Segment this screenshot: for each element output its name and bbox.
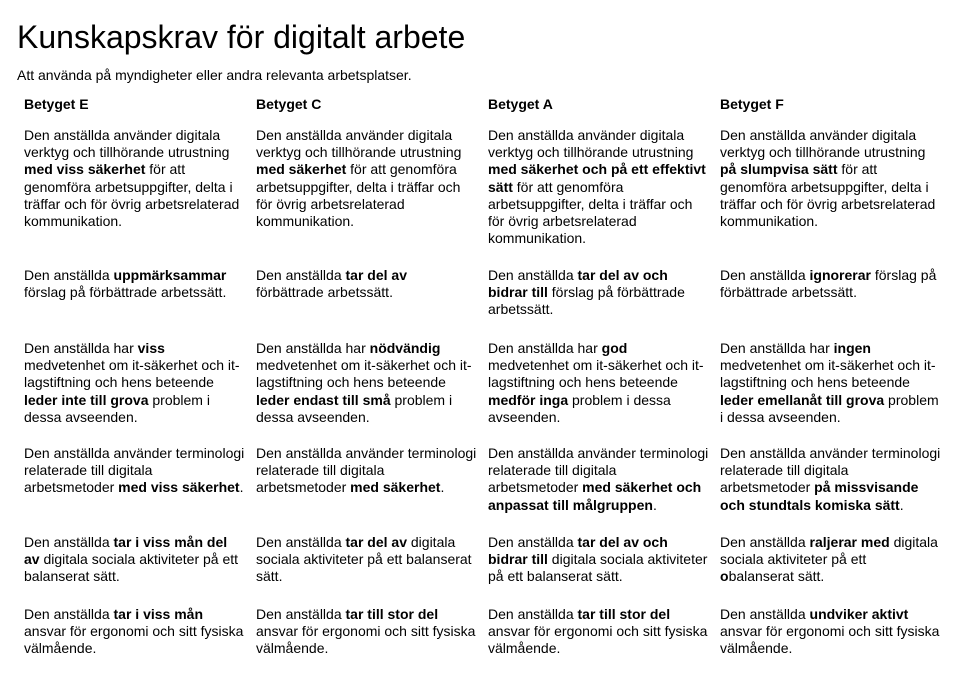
criterion-emphasis: tar i viss mån — [113, 606, 204, 622]
criterion-segment: Den anställda — [256, 267, 346, 283]
criterion-segment: . — [239, 479, 244, 496]
criterion-emphasis: undviker aktivt — [809, 606, 909, 622]
criterion-emphasis: tar till stor del — [345, 606, 439, 622]
criterion-emphasis: o — [720, 568, 729, 585]
criterion-segment: Den anställda använder digitala verktyg och tillhörande utrustning — [256, 127, 462, 161]
criterion-emphasis: med säkerhet — [256, 161, 347, 178]
criterion-segment: Den anställda — [720, 606, 810, 622]
criterion-segment: Den anställda använder digitala verktyg och tillhörande utrustning — [24, 127, 230, 161]
criterion-segment: medvetenhet om it-säkerhet och it-lagstiftning och hens beteende — [720, 357, 936, 391]
criterion-segment: Den anställda — [488, 267, 578, 283]
criterion-segment: . — [652, 496, 657, 513]
criterion-emphasis: med viss säkerhet — [118, 479, 240, 496]
criterion-segment: Den anställda använder digitala verktyg och tillhörande utrustning — [488, 127, 694, 161]
criterion-segment: . — [899, 496, 904, 513]
grade-heading: Betyget E — [24, 96, 89, 112]
criterion-segment: Den anställda — [488, 534, 578, 550]
criterion-text — [24, 267, 246, 301]
criterion-segment: Den anställda — [720, 267, 810, 283]
criterion-segment: Den anställda har — [488, 340, 602, 356]
criterion-emphasis: ignorerar — [809, 267, 871, 283]
criterion-segment: för att genomföra arbetsuppgifter, delta i träffar och för övrig arbetsrelaterad kommunikation. — [24, 161, 240, 230]
criterion-text — [256, 534, 478, 586]
criterion-segment: Den anställda har — [720, 340, 834, 356]
criterion-segment: Den anställda använder terminologi relaterade till digitala arbetsmetoder — [24, 445, 245, 496]
criterion-text — [488, 340, 710, 426]
criterion-segment: förbättrade arbetssätt. — [256, 284, 393, 301]
criterion-text — [488, 445, 710, 514]
criterion-emphasis: tar del av — [345, 534, 407, 550]
criterion-segment: medvetenhet om it-säkerhet och it-lagstiftning och hens beteende — [488, 357, 704, 391]
criterion-text — [488, 606, 710, 658]
criterion-text — [24, 534, 246, 586]
criterion-segment: Den anställda — [488, 606, 578, 622]
criterion-segment: Den anställda använder terminologi relaterade till digitala arbetsmetoder — [488, 445, 709, 496]
criterion-segment: Den anställda — [720, 534, 810, 550]
criterion-emphasis: leder emellanåt till grova — [720, 391, 885, 408]
criterion-segment: ansvar för ergonomi och sitt fysiska välmående. — [720, 623, 940, 657]
criterion-emphasis: medför inga — [488, 391, 569, 408]
criterion-segment: förslag på förbättrade arbetssätt. — [720, 267, 937, 301]
page-title: Kunskapskrav för digitalt arbete — [17, 19, 466, 55]
criterion-segment: balanserat sätt. — [728, 568, 825, 585]
criterion-segment: Den anställda — [24, 606, 114, 622]
criterion-text — [488, 127, 710, 247]
criterion-segment: medvetenhet om it-säkerhet och it-lagstiftning och hens beteende — [24, 357, 240, 391]
criterion-emphasis: tar del av och bidrar till — [488, 267, 668, 301]
criterion-text — [24, 127, 246, 230]
criterion-segment: ansvar för ergonomi och sitt fysiska välmående. — [24, 623, 244, 657]
criterion-segment: medvetenhet om it-säkerhet och it-lagstiftning och hens beteende — [256, 357, 472, 391]
criterion-emphasis: nödvändig — [369, 340, 441, 356]
criterion-emphasis: på slumpvisa sätt — [720, 161, 838, 178]
criterion-segment: förslag på förbättrade arbetssätt. — [488, 284, 685, 318]
criterion-segment: för att genomföra arbetsuppgifter, delta i träffar och för övrig arbetsrelaterad kommunikation. — [720, 161, 936, 230]
criterion-segment: problem i dessa avseenden. — [256, 391, 453, 425]
criterion-emphasis: på missvisande och stundtals komiska sätt — [720, 479, 919, 513]
criterion-text — [720, 267, 942, 301]
criterion-text — [256, 267, 478, 301]
criterion-segment: problem i dessa avseenden. — [488, 391, 671, 425]
criterion-text — [256, 127, 478, 230]
criterion-segment: . — [440, 479, 445, 496]
page-subtitle: Att använda på myndigheter eller andra relevanta arbetsplatser. — [17, 67, 412, 83]
criterion-segment: för att genomföra arbetsuppgifter, delta i träffar och för övrig arbetsrelaterad kommunikation. — [256, 161, 461, 230]
criterion-text — [24, 606, 246, 658]
criterion-text — [720, 127, 942, 230]
criterion-emphasis: med säkerhet och anpassat till målgruppen — [488, 479, 702, 513]
criterion-text — [720, 340, 942, 426]
criterion-text — [256, 606, 478, 658]
criterion-emphasis: tar till stor del — [577, 606, 671, 622]
criterion-segment: problem i dessa avseenden. — [24, 391, 210, 425]
criterion-segment: digitala sociala aktiviteter på ett — [720, 534, 938, 568]
criterion-segment: Den anställda använder terminologi relaterade till digitala arbetsmetoder — [256, 445, 477, 496]
criterion-text — [24, 445, 246, 497]
criterion-segment: problem i dessa avseenden. — [720, 391, 939, 425]
criterion-emphasis: med säkerhet och på ett effektivt sätt — [488, 161, 706, 195]
criterion-segment: digitala sociala aktiviteter på ett balanserat sätt. — [24, 551, 239, 585]
criterion-emphasis: leder inte till grova — [24, 391, 149, 408]
criterion-segment: digitala sociala aktiviteter på ett balanserat sätt. — [256, 534, 472, 585]
criterion-text — [720, 534, 942, 586]
criterion-text — [720, 445, 942, 514]
criterion-segment: Den anställda — [256, 606, 346, 622]
criterion-emphasis: med säkerhet — [350, 479, 441, 496]
criterion-segment: ansvar för ergonomi och sitt fysiska välmående. — [256, 623, 476, 657]
criterion-segment: Den anställda — [256, 534, 346, 550]
criterion-segment: för att genomföra arbetsuppgifter, delta i träffar och för övrig arbetsrelaterad kommunikation. — [488, 178, 693, 247]
criterion-segment: Den anställda använder digitala verktyg och tillhörande utrustning — [720, 127, 926, 161]
criterion-emphasis: uppmärksammar — [113, 267, 227, 283]
criterion-text — [488, 267, 710, 319]
criterion-text — [720, 606, 942, 658]
criterion-segment: Den anställda använder terminologi relaterade till digitala arbetsmetoder — [720, 445, 941, 496]
criterion-emphasis: tar del av och bidrar till — [488, 534, 668, 568]
criterion-segment: förslag på förbättrade arbetssätt. — [24, 284, 227, 301]
criterion-emphasis: tar i viss mån del av — [24, 534, 228, 568]
criterion-segment: Den anställda har — [256, 340, 370, 356]
criterion-emphasis: tar del av — [345, 267, 407, 283]
criterion-segment: digitala sociala aktiviteter på ett balanserat sätt. — [488, 551, 708, 585]
grade-heading: Betyget F — [720, 96, 784, 112]
criterion-segment: Den anställda — [24, 534, 114, 550]
criterion-text — [256, 445, 478, 497]
criterion-text — [488, 534, 710, 586]
criterion-emphasis: leder endast till små — [256, 391, 391, 408]
criterion-emphasis: god — [601, 340, 628, 356]
criterion-segment: Den anställda har — [24, 340, 138, 356]
grade-heading: Betyget C — [256, 96, 322, 112]
criterion-segment: Den anställda — [24, 267, 114, 283]
criterion-emphasis: med viss säkerhet — [24, 161, 146, 178]
criterion-emphasis: raljerar med — [809, 534, 890, 550]
criterion-text — [24, 340, 246, 426]
criterion-emphasis: ingen — [833, 340, 871, 356]
criterion-segment: ansvar för ergonomi och sitt fysiska välmående. — [488, 623, 708, 657]
criterion-emphasis: viss — [137, 340, 165, 356]
criterion-text — [256, 340, 478, 426]
grade-heading: Betyget A — [488, 96, 553, 112]
